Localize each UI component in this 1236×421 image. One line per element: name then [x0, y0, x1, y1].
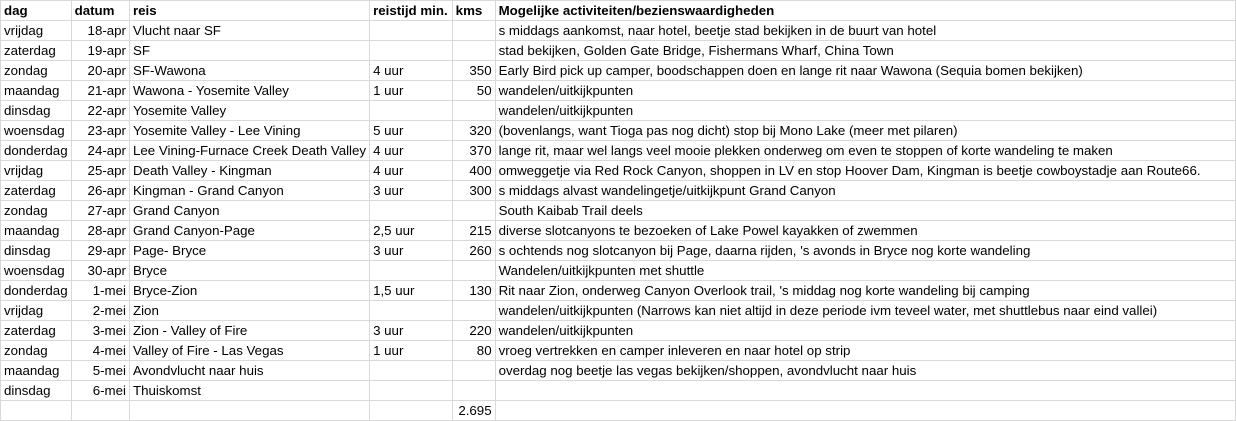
cell-datum[interactable]: 29-apr	[71, 241, 129, 261]
table-row	[1, 41, 1236, 61]
cell-reistijd[interactable]	[370, 261, 453, 281]
table-row	[1, 201, 1236, 221]
cell-datum[interactable]: 26-apr	[71, 181, 129, 201]
cell-dag[interactable]: maandag	[1, 81, 72, 101]
table-row	[1, 221, 1236, 241]
cell-reistijd[interactable]	[370, 201, 453, 221]
cell-reis[interactable]: Grand Canyon-Page	[129, 221, 369, 241]
cell-reis[interactable]: Grand Canyon	[129, 201, 369, 221]
cell-datum[interactable]: 25-apr	[71, 161, 129, 181]
cell-reis[interactable]: Zion - Valley of Fire	[129, 321, 369, 341]
cell-dag[interactable]: zaterdag	[1, 321, 72, 341]
table-row	[1, 281, 1236, 301]
cell-dag[interactable]: vrijdag	[1, 21, 72, 41]
empty-cell[interactable]	[370, 401, 453, 421]
empty-cell[interactable]	[495, 401, 1235, 421]
cell-kms[interactable]: 320	[452, 121, 495, 141]
cell-reis[interactable]: Bryce-Zion	[129, 281, 369, 301]
cell-kms[interactable]: 400	[452, 161, 495, 181]
cell-reis[interactable]: Avondvlucht naar huis	[129, 361, 369, 381]
table-row	[1, 341, 1236, 361]
table-row	[1, 181, 1236, 201]
cell-datum[interactable]: 24-apr	[71, 141, 129, 161]
cell-dag[interactable]: woensdag	[1, 121, 72, 141]
table-row	[1, 381, 1236, 401]
header-activiteiten[interactable]: Mogelijke activiteiten/bezienswaardigheden	[495, 1, 1235, 21]
cell-reis[interactable]: Yosemite Valley - Lee Vining	[129, 121, 369, 141]
cell-dag[interactable]: maandag	[1, 361, 72, 381]
cell-reistijd[interactable]: 4 uur	[370, 61, 453, 81]
table-row	[1, 141, 1236, 161]
cell-dag[interactable]: zondag	[1, 201, 72, 221]
table-row	[1, 261, 1236, 281]
cell-dag[interactable]: zaterdag	[1, 41, 72, 61]
cell-kms[interactable]: 80	[452, 341, 495, 361]
cell-activiteiten[interactable]: wandelen/uitkijkpunten	[495, 101, 1235, 121]
cell-kms[interactable]	[452, 361, 495, 381]
empty-cell[interactable]	[129, 401, 369, 421]
cell-datum[interactable]: 19-apr	[71, 41, 129, 61]
cell-datum[interactable]: 28-apr	[71, 221, 129, 241]
cell-datum[interactable]: 30-apr	[71, 261, 129, 281]
cell-activiteiten[interactable]: (bovenlangs, want Tioga pas nog dicht) stop bij Mono Lake (meer met pilaren)	[495, 121, 1235, 141]
table-row	[1, 241, 1236, 261]
cell-activiteiten[interactable]: wandelen/uitkijkpunten (Narrows kan niet altijd in deze periode ivm teveel water, met shuttlebus naar eind vallei)	[495, 301, 1235, 321]
cell-reis[interactable]: Death Valley - Kingman	[129, 161, 369, 181]
total-kms[interactable]: 2.695	[452, 401, 495, 421]
table-row	[1, 321, 1236, 341]
cell-datum[interactable]: 18-apr	[71, 21, 129, 41]
header-kms[interactable]: kms	[452, 1, 495, 21]
cell-reistijd[interactable]: 4 uur	[370, 141, 453, 161]
table-row	[1, 361, 1236, 381]
cell-reis[interactable]: Valley of Fire - Las Vegas	[129, 341, 369, 361]
cell-datum[interactable]: 22-apr	[71, 101, 129, 121]
cell-activiteiten[interactable]: diverse slotcanyons te bezoeken of Lake Powel kayakken of zwemmen	[495, 221, 1235, 241]
cell-activiteiten[interactable]: wandelen/uitkijkpunten	[495, 81, 1235, 101]
cell-dag[interactable]: donderdag	[1, 281, 72, 301]
cell-kms[interactable]	[452, 301, 495, 321]
cell-reis[interactable]: Lee Vining-Furnace Creek Death Valley	[129, 141, 369, 161]
cell-activiteiten[interactable]: s ochtends nog slotcanyon bij Page, daarna rijden, 's avonds in Bryce nog korte wandeling	[495, 241, 1235, 261]
cell-reis[interactable]: Page- Bryce	[129, 241, 369, 261]
cell-reistijd[interactable]	[370, 21, 453, 41]
cell-reis[interactable]: Wawona - Yosemite Valley	[129, 81, 369, 101]
cell-kms[interactable]: 50	[452, 81, 495, 101]
cell-dag[interactable]: vrijdag	[1, 301, 72, 321]
header-reistijd[interactable]: reistijd min.	[370, 1, 453, 21]
cell-reis[interactable]: Kingman - Grand Canyon	[129, 181, 369, 201]
cell-reistijd[interactable]: 5 uur	[370, 121, 453, 141]
cell-reistijd[interactable]: 1 uur	[370, 81, 453, 101]
cell-datum[interactable]: 4-mei	[71, 341, 129, 361]
cell-activiteiten[interactable]: Wandelen/uitkijkpunten met shuttle	[495, 261, 1235, 281]
cell-dag[interactable]: zondag	[1, 341, 72, 361]
cell-reis[interactable]: Vlucht naar SF	[129, 21, 369, 41]
cell-datum[interactable]: 27-apr	[71, 201, 129, 221]
table-row	[1, 301, 1236, 321]
cell-reistijd[interactable]: 2,5 uur	[370, 221, 453, 241]
cell-activiteiten[interactable]	[495, 381, 1235, 401]
cell-activiteiten[interactable]: lange rit, maar wel langs veel mooie plekken onderweg om even te stoppen of korte wandeling te maken	[495, 141, 1235, 161]
cell-datum[interactable]: 3-mei	[71, 321, 129, 341]
cell-kms[interactable]: 220	[452, 321, 495, 341]
cell-reistijd[interactable]: 1 uur	[370, 341, 453, 361]
cell-kms[interactable]	[452, 21, 495, 41]
table-row	[1, 61, 1236, 81]
cell-kms[interactable]	[452, 41, 495, 61]
cell-datum[interactable]: 5-mei	[71, 361, 129, 381]
table-row	[1, 21, 1236, 41]
empty-cell[interactable]	[1, 401, 72, 421]
cell-kms[interactable]: 215	[452, 221, 495, 241]
cell-activiteiten[interactable]: s middags aankomst, naar hotel, beetje stad bekijken in de buurt van hotel	[495, 21, 1235, 41]
cell-dag[interactable]: dinsdag	[1, 101, 72, 121]
table-row	[1, 121, 1236, 141]
cell-activiteiten[interactable]: Rit naar Zion, onderweg Canyon Overlook trail, 's middag nog korte wandeling bij camping	[495, 281, 1235, 301]
cell-activiteiten[interactable]: s middags alvast wandelingetje/uitkijkpunt Grand Canyon	[495, 181, 1235, 201]
table-row	[1, 101, 1236, 121]
cell-reis[interactable]: SF-Wawona	[129, 61, 369, 81]
cell-kms[interactable]	[452, 381, 495, 401]
cell-kms[interactable]	[452, 201, 495, 221]
cell-datum[interactable]: 21-apr	[71, 81, 129, 101]
total-row	[1, 401, 1236, 421]
cell-reis[interactable]: SF	[129, 41, 369, 61]
cell-reistijd[interactable]: 3 uur	[370, 241, 453, 261]
cell-kms[interactable]: 300	[452, 181, 495, 201]
cell-dag[interactable]: donderdag	[1, 141, 72, 161]
cell-reistijd[interactable]: 3 uur	[370, 181, 453, 201]
cell-kms[interactable]	[452, 261, 495, 281]
empty-cell[interactable]	[71, 401, 129, 421]
cell-dag[interactable]: woensdag	[1, 261, 72, 281]
cell-datum[interactable]: 23-apr	[71, 121, 129, 141]
header-datum[interactable]: datum	[71, 1, 129, 21]
cell-reistijd[interactable]: 4 uur	[370, 161, 453, 181]
cell-activiteiten[interactable]: Early Bird pick up camper, boodschappen doen en lange rit naar Wawona (Sequia bomen bekijken)	[495, 61, 1235, 81]
cell-kms[interactable]: 370	[452, 141, 495, 161]
cell-dag[interactable]: maandag	[1, 221, 72, 241]
cell-reistijd[interactable]: 1,5 uur	[370, 281, 453, 301]
cell-kms[interactable]: 260	[452, 241, 495, 261]
cell-activiteiten[interactable]: South Kaibab Trail deels	[495, 201, 1235, 221]
cell-datum[interactable]: 6-mei	[71, 381, 129, 401]
cell-datum[interactable]: 20-apr	[71, 61, 129, 81]
cell-activiteiten[interactable]: vroeg vertrekken en camper inleveren en naar hotel op strip	[495, 341, 1235, 361]
cell-kms[interactable]: 130	[452, 281, 495, 301]
header-row	[1, 1, 1236, 21]
cell-reistijd[interactable]	[370, 381, 453, 401]
cell-activiteiten[interactable]: wandelen/uitkijkpunten	[495, 321, 1235, 341]
cell-activiteiten[interactable]: omweggetje via Red Rock Canyon, shoppen in LV en stop Hoover Dam, Kingman is beetje cowboystadje aan Route66.	[495, 161, 1235, 181]
cell-reis[interactable]: Yosemite Valley	[129, 101, 369, 121]
header-reis[interactable]: reis	[129, 1, 369, 21]
cell-dag[interactable]: dinsdag	[1, 381, 72, 401]
table-row	[1, 81, 1236, 101]
cell-reistijd[interactable]	[370, 361, 453, 381]
cell-reistijd[interactable]	[370, 301, 453, 321]
cell-activiteiten[interactable]: stad bekijken, Golden Gate Bridge, Fishermans Wharf, China Town	[495, 41, 1235, 61]
cell-reistijd[interactable]	[370, 41, 453, 61]
table-row	[1, 161, 1236, 181]
cell-reis[interactable]: Thuiskomst	[129, 381, 369, 401]
header-dag[interactable]: dag	[1, 1, 72, 21]
cell-kms[interactable]	[452, 101, 495, 121]
cell-datum[interactable]: 1-mei	[71, 281, 129, 301]
cell-dag[interactable]: zaterdag	[1, 181, 72, 201]
cell-reistijd[interactable]	[370, 101, 453, 121]
cell-datum[interactable]: 2-mei	[71, 301, 129, 321]
cell-activiteiten[interactable]: overdag nog beetje las vegas bekijken/shoppen, avondvlucht naar huis	[495, 361, 1235, 381]
cell-dag[interactable]: dinsdag	[1, 241, 72, 261]
cell-reis[interactable]: Bryce	[129, 261, 369, 281]
cell-dag[interactable]: zondag	[1, 61, 72, 81]
cell-dag[interactable]: vrijdag	[1, 161, 72, 181]
cell-reis[interactable]: Zion	[129, 301, 369, 321]
cell-reistijd[interactable]: 3 uur	[370, 321, 453, 341]
cell-kms[interactable]: 350	[452, 61, 495, 81]
